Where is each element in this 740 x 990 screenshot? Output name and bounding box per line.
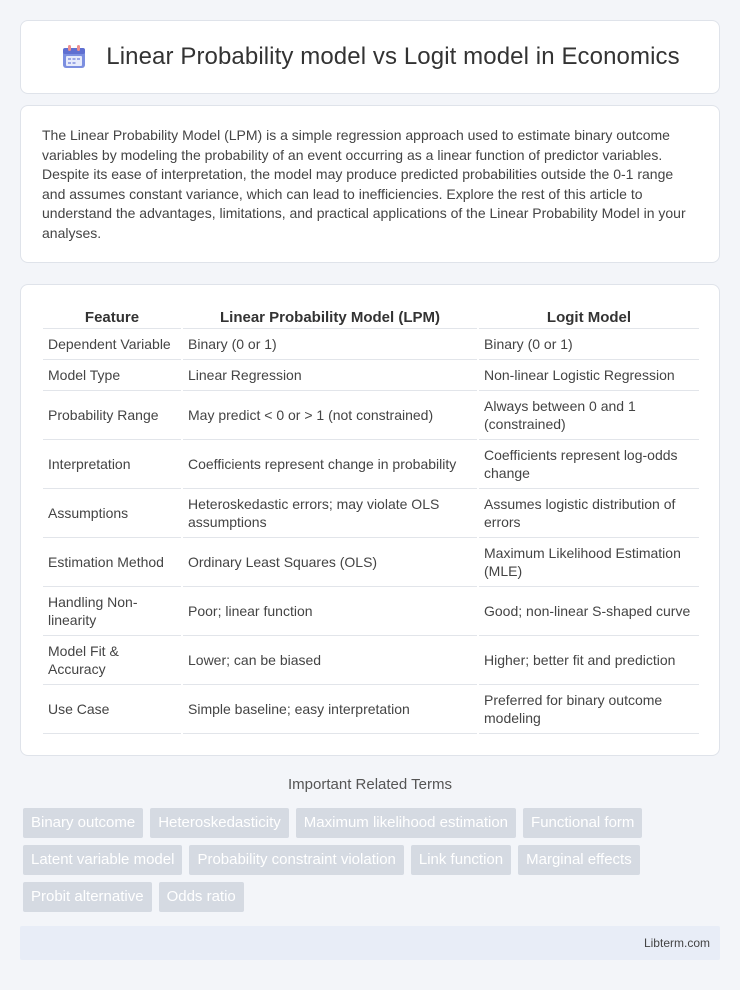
tag-functional-form[interactable]: Functional form <box>523 808 642 838</box>
table-row <box>43 329 699 360</box>
lpm-cell: Lower; can be biased <box>183 636 477 685</box>
lpm-cell: May predict < 0 or > 1 (not constrained) <box>183 391 477 440</box>
logit-cell: Preferred for binary outcome modeling <box>479 685 699 734</box>
logit-cell: Coefficients represent log-odds change <box>479 440 699 489</box>
column-header-lpm: Linear Probability Model (LPM) <box>183 305 477 329</box>
feature-cell: Assumptions <box>43 489 181 538</box>
lpm-cell: Ordinary Least Squares (OLS) <box>183 538 477 587</box>
tag-maximum-likelihood-estimation[interactable]: Maximum likelihood estimation <box>296 808 516 838</box>
comparison-table <box>41 305 701 734</box>
lpm-cell: Linear Regression <box>183 360 477 391</box>
tag-heteroskedasticity[interactable]: Heteroskedasticity <box>150 808 289 838</box>
column-header-logit: Logit Model <box>479 305 699 329</box>
title-wrap <box>60 43 679 71</box>
related-terms-title: Important Related Terms <box>288 776 452 793</box>
feature-cell: Probability Range <box>43 391 181 440</box>
tag-row <box>23 808 723 838</box>
table-row <box>43 391 699 440</box>
lpm-cell: Binary (0 or 1) <box>183 329 477 360</box>
tag-latent-variable-model[interactable]: Latent variable model <box>23 845 182 875</box>
table-row <box>43 685 699 734</box>
comparison-table-card <box>20 284 720 756</box>
feature-cell: Model Type <box>43 360 181 391</box>
logit-cell: Good; non-linear S-shaped curve <box>479 587 699 636</box>
table-header-row <box>43 305 699 329</box>
column-header-feature: Feature <box>43 305 181 329</box>
feature-cell: Use Case <box>43 685 181 734</box>
feature-cell: Interpretation <box>43 440 181 489</box>
tag-link-function[interactable]: Link function <box>411 845 511 875</box>
logit-cell: Binary (0 or 1) <box>479 329 699 360</box>
feature-cell: Model Fit & Accuracy <box>43 636 181 685</box>
header-card <box>20 20 720 94</box>
intro-text: The Linear Probability Model (LPM) is a simple regression approach used to estimate binary outcome variables by modeling the probability of an event occurring as a linear function of predictor variables. Despite its ease of interpretation, the model may produce predicted probabilities outside the 0-1 range and assumes constant variance, which can lead to inefficiencies. Explore the rest of this article to understand the advantages, limitations, and practical applications of the Linear Probability Model in your analyses. <box>42 127 686 241</box>
footer <box>20 926 720 960</box>
footer-site-link[interactable]: Libterm.com <box>643 936 710 950</box>
tag-marginal-effects[interactable]: Marginal effects <box>518 845 640 875</box>
tag-row <box>23 882 723 912</box>
related-terms-tags <box>23 808 723 919</box>
tag-row <box>23 845 723 875</box>
tag-probit-alternative[interactable]: Probit alternative <box>23 882 152 912</box>
lpm-cell: Coefficients represent change in probability <box>183 440 477 489</box>
tag-binary-outcome[interactable]: Binary outcome <box>23 808 143 838</box>
logit-cell: Assumes logistic distribution of errors <box>479 489 699 538</box>
page-title: Linear Probability model vs Logit model in Economics <box>106 43 680 70</box>
table-row <box>43 440 699 489</box>
tag-probability-constraint-violation[interactable]: Probability constraint violation <box>189 845 403 875</box>
table-row <box>43 636 699 685</box>
lpm-cell: Simple baseline; easy interpretation <box>183 685 477 734</box>
feature-cell: Estimation Method <box>43 538 181 587</box>
tag-odds-ratio[interactable]: Odds ratio <box>159 882 244 912</box>
calendar-icon <box>60 43 88 71</box>
lpm-cell: Poor; linear function <box>183 587 477 636</box>
table-row <box>43 360 699 391</box>
logit-cell: Always between 0 and 1 (constrained) <box>479 391 699 440</box>
logit-cell: Maximum Likelihood Estimation (MLE) <box>479 538 699 587</box>
intro-card <box>20 105 720 263</box>
feature-cell: Dependent Variable <box>43 329 181 360</box>
lpm-cell: Heteroskedastic errors; may violate OLS assumptions <box>183 489 477 538</box>
table-row <box>43 489 699 538</box>
feature-cell: Handling Non-linearity <box>43 587 181 636</box>
logit-cell: Higher; better fit and prediction <box>479 636 699 685</box>
table-row <box>43 538 699 587</box>
logit-cell: Non-linear Logistic Regression <box>479 360 699 391</box>
table-row <box>43 587 699 636</box>
